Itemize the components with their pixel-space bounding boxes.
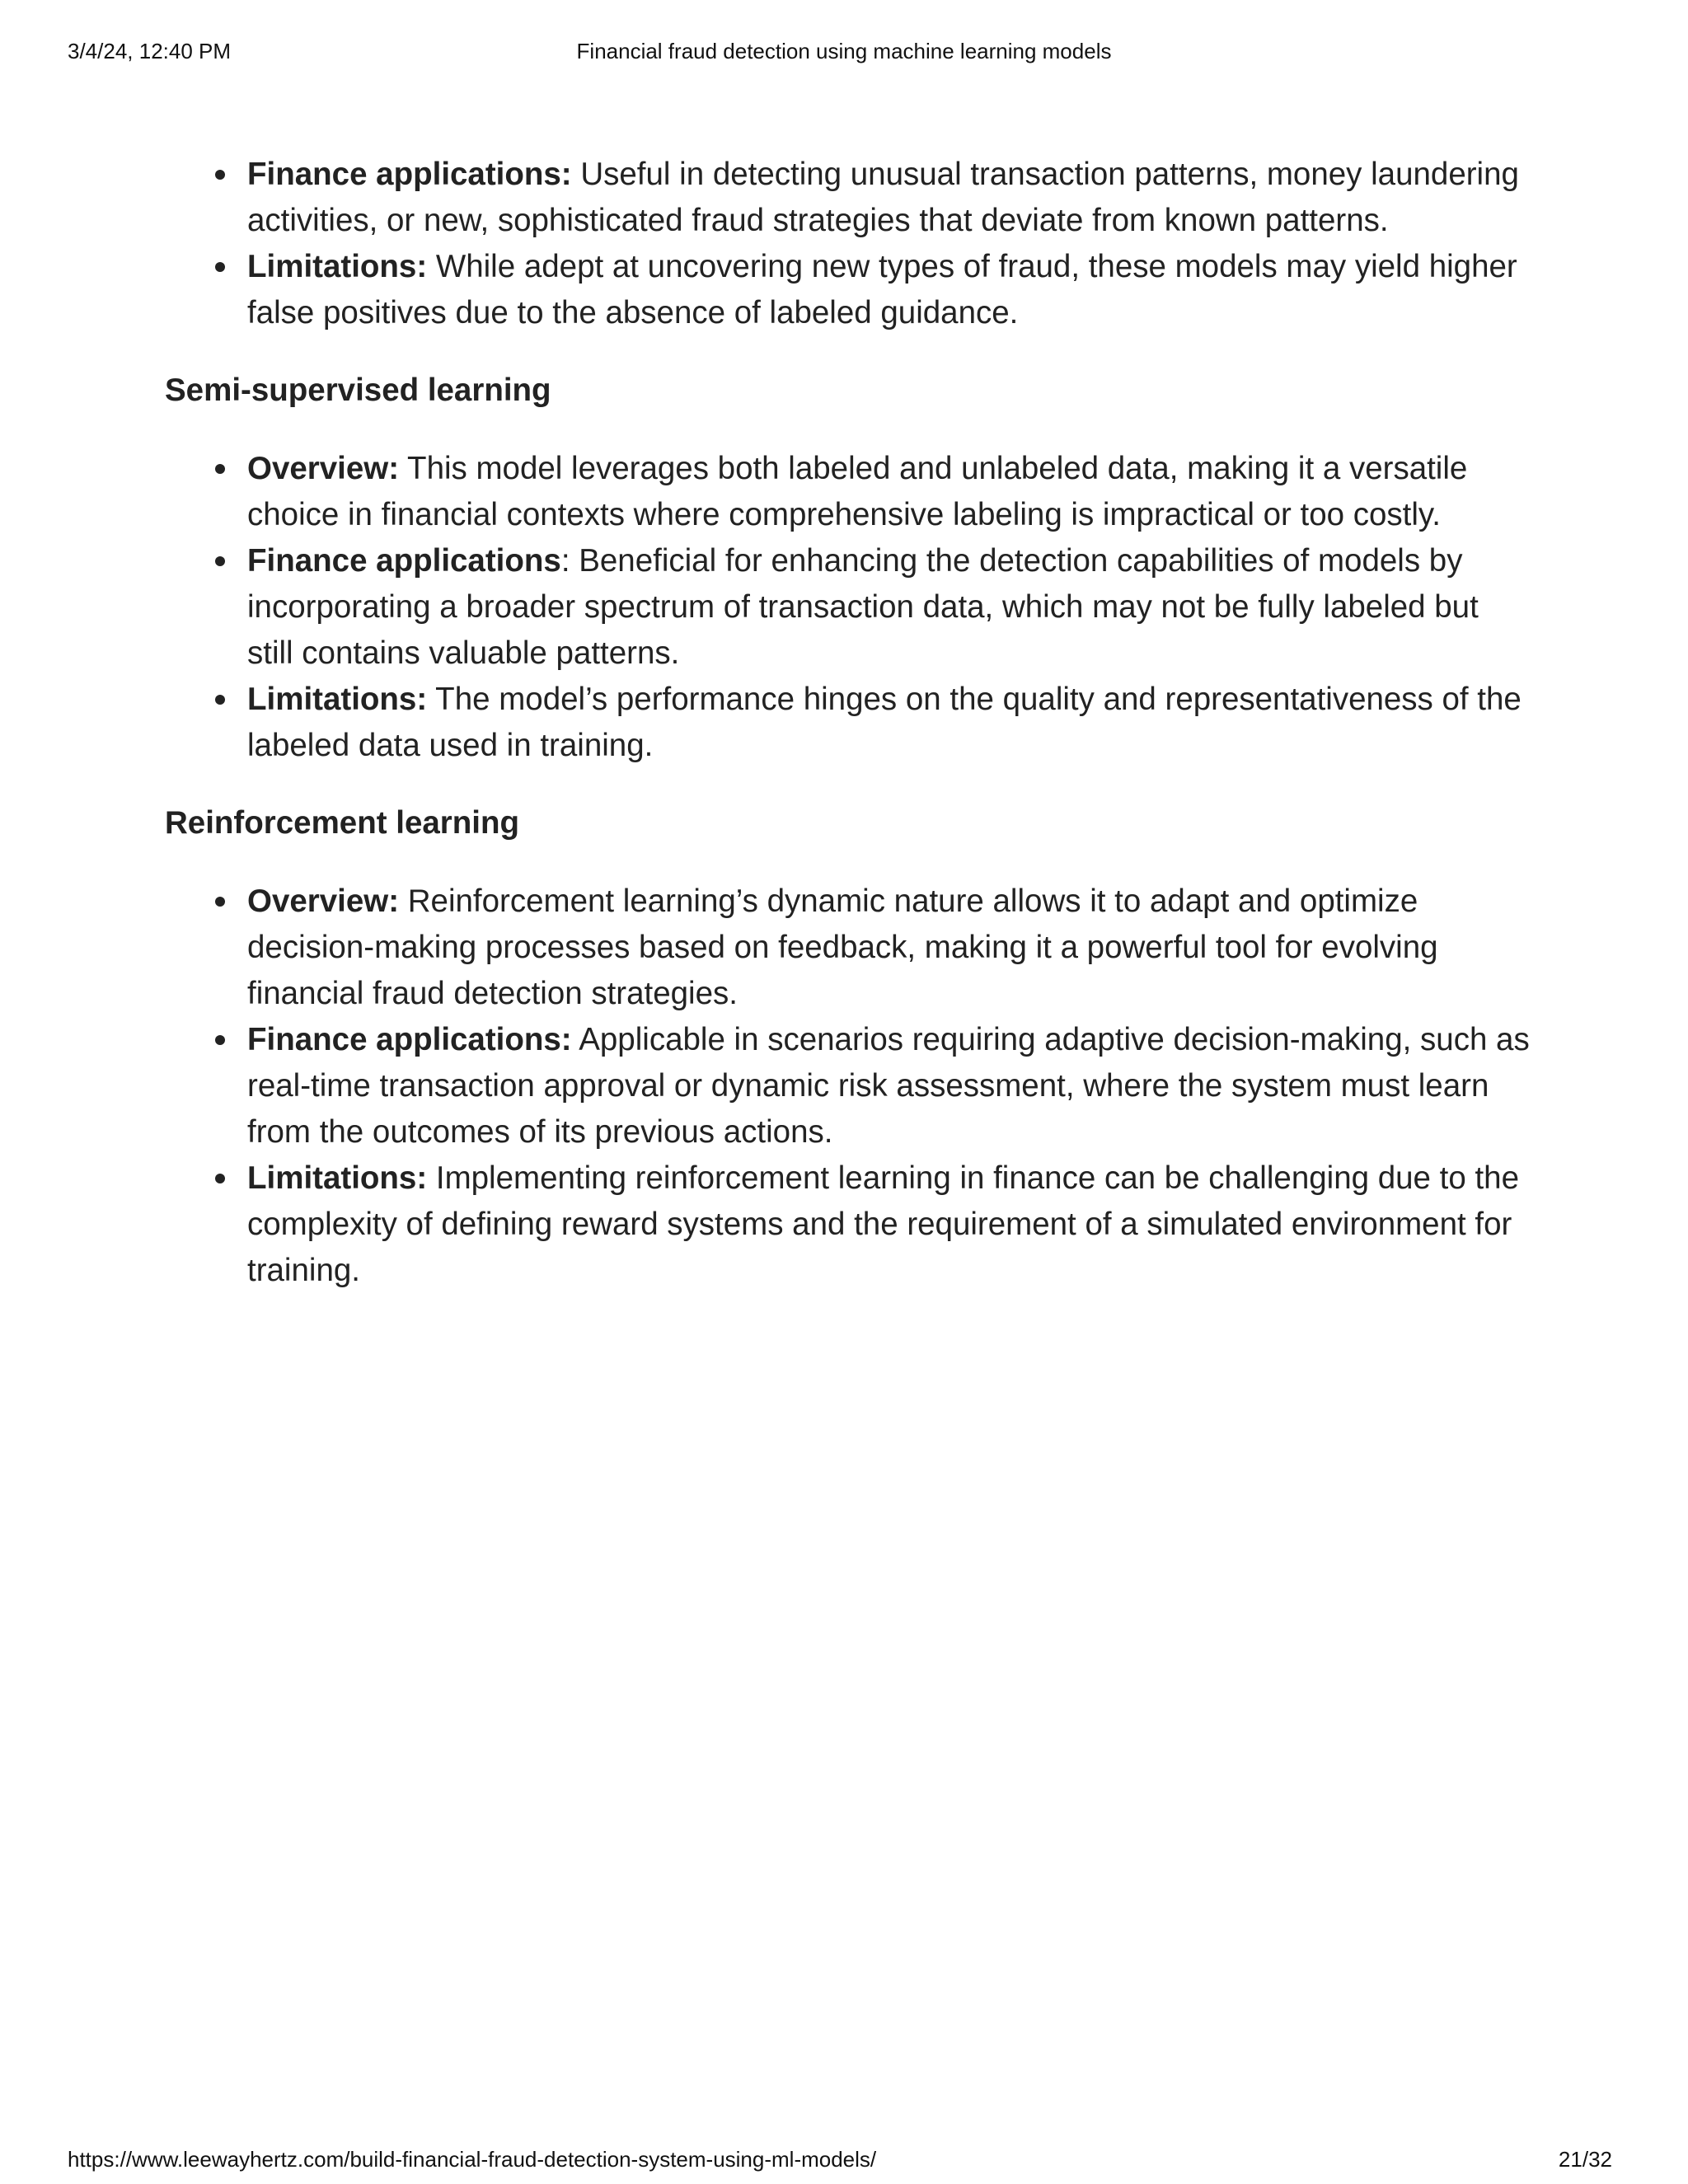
item-label: Limitations: bbox=[247, 682, 428, 717]
list-item bbox=[247, 1155, 1533, 1294]
item-label: Finance applications: bbox=[247, 157, 572, 192]
reinforcement-bullet-list bbox=[165, 879, 1533, 1294]
bullet-dot-icon bbox=[215, 897, 225, 907]
bullet-dot-icon bbox=[215, 464, 225, 474]
print-page-number: 21/32 bbox=[1558, 2147, 1612, 2172]
bullet-dot-icon bbox=[215, 170, 225, 180]
semi-supervised-bullet-list bbox=[165, 446, 1533, 769]
semi-supervised-heading: Semi-supervised learning bbox=[165, 373, 551, 408]
print-source-url: https://www.leewayhertz.com/build-financial-fraud-detection-system-using-ml-models/ bbox=[68, 2147, 877, 2172]
bullet-dot-icon bbox=[215, 695, 225, 705]
article-content bbox=[165, 152, 1533, 1294]
print-datetime: 3/4/24, 12:40 PM bbox=[68, 39, 232, 63]
item-label: Finance applications: bbox=[247, 1022, 572, 1057]
bullet-dot-icon bbox=[215, 556, 225, 566]
list-item bbox=[247, 677, 1533, 769]
item-label: Overview: bbox=[247, 451, 400, 486]
list-item bbox=[247, 446, 1533, 538]
item-text: While adept at uncovering new types of fraud, these models may yield higher false positives due to the absence of labeled guidance. bbox=[247, 249, 1517, 330]
item-label: Limitations: bbox=[247, 1160, 428, 1196]
list-item bbox=[247, 244, 1533, 336]
print-header bbox=[68, 39, 1620, 68]
list-item bbox=[247, 538, 1533, 677]
item-label: Finance applications bbox=[247, 543, 561, 579]
bullet-dot-icon bbox=[215, 1035, 225, 1045]
item-text: The model’s performance hinges on the quality and representativeness of the labeled data used in training. bbox=[247, 682, 1522, 763]
print-page-title: Financial fraud detection using machine learning models bbox=[576, 39, 1112, 63]
bullet-dot-icon bbox=[215, 1174, 225, 1183]
unsupervised-bullet-list bbox=[165, 152, 1533, 336]
item-label-colon: : bbox=[560, 543, 570, 579]
item-text: Reinforcement learning’s dynamic nature allows it to adapt and optimize decision-making processes based on feedback, making it a powerful tool for evolving financial fraud detection strategies. bbox=[247, 883, 1438, 1011]
item-text: Implementing reinforcement learning in finance can be challenging due to the complexity of defining reward systems and the requirement of a simulated environment for training. bbox=[247, 1160, 1519, 1288]
list-item bbox=[247, 152, 1533, 244]
reinforcement-heading: Reinforcement learning bbox=[165, 805, 520, 841]
item-text: Useful in detecting unusual transaction patterns, money laundering activities, or new, sophisticated fraud strategies that deviate from known patterns. bbox=[247, 157, 1519, 238]
item-label: Overview: bbox=[247, 883, 400, 919]
bullet-dot-icon bbox=[215, 262, 225, 272]
item-text: Applicable in scenarios requiring adaptive decision-making, such as real-time transaction approval or dynamic risk assessment, where the system must learn from the outcomes of its previous actions. bbox=[247, 1022, 1530, 1150]
list-item bbox=[247, 1017, 1533, 1155]
item-text: This model leverages both labeled and unlabeled data, making it a versatile choice in financial contexts where comprehensive labeling is impractical or too costly. bbox=[247, 451, 1468, 532]
item-label: Limitations: bbox=[247, 249, 428, 284]
list-item bbox=[247, 879, 1533, 1017]
item-text: Beneficial for enhancing the detection capabilities of models by incorporating a broader spectrum of transaction data, which may not be fully labeled but still contains valuable patterns. bbox=[247, 543, 1479, 671]
print-footer bbox=[68, 2147, 1620, 2177]
